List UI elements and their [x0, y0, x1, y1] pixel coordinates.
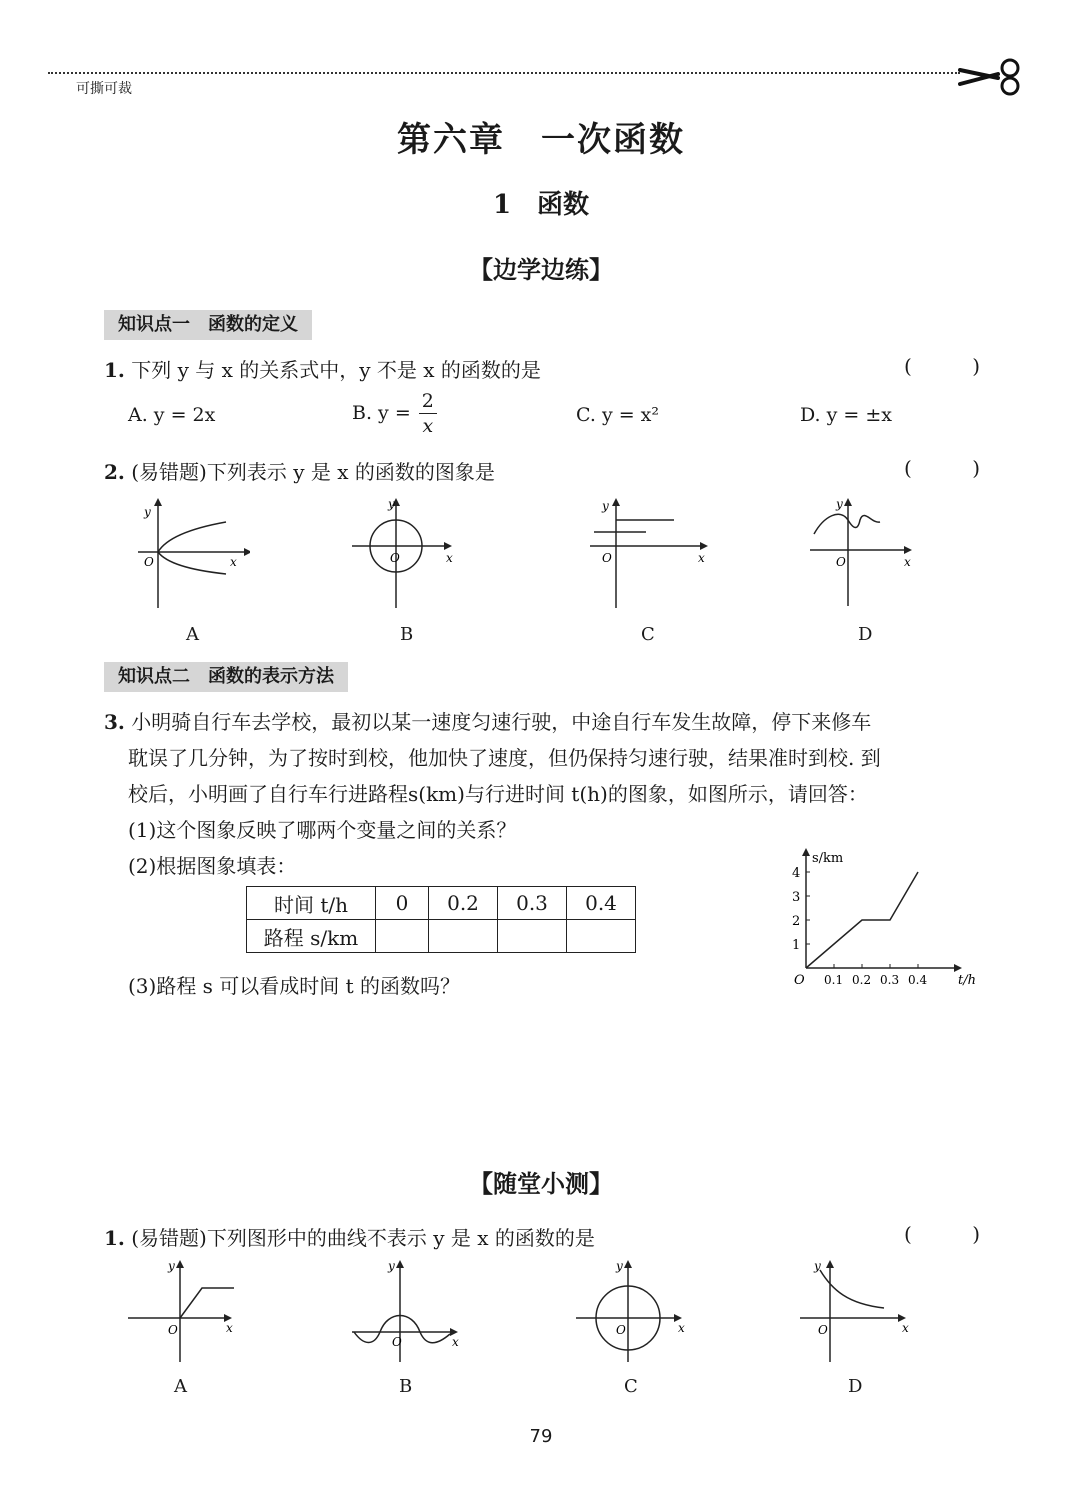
x-axis-label: x: [902, 1321, 909, 1335]
question-3: [104, 706, 871, 735]
question-line-3: 校后，小明画了自行车行进路程s(km)与行进时间 t(h)的图象，如图所示，请回答：: [128, 782, 868, 806]
origin-label: O: [390, 551, 400, 565]
quiz-heading: 【随堂小测】: [469, 1170, 613, 1198]
option-a[interactable]: A. y = 2x: [128, 404, 216, 426]
chart-xlabel: t/h: [958, 973, 976, 988]
table-cell-time: 0: [376, 887, 429, 920]
caption-q2-d: D: [858, 624, 873, 645]
question-number: 1.: [104, 1226, 125, 1250]
answer-blank-q1[interactable]: [904, 354, 980, 378]
cut-line: [48, 72, 960, 74]
origin-label: O: [168, 1323, 178, 1337]
caption-q2-c: C: [641, 624, 655, 645]
x-axis-label: x: [230, 555, 237, 569]
caption-t1-b: B: [399, 1376, 413, 1397]
question-number: 1.: [104, 358, 125, 382]
y-axis-label: y: [388, 497, 395, 511]
x-axis-label: x: [698, 551, 705, 565]
y-tick-label: 2: [792, 914, 801, 929]
question-line-2: 耽误了几分钟，为了按时到校，他加快了速度，但仍保持匀速行驶，结果准时到校. 到: [128, 746, 881, 770]
chart-origin-label: O: [794, 973, 805, 988]
question-text: (易错题)下列图形中的曲线不表示 y 是 x 的函数的是: [131, 1226, 595, 1250]
study-heading: 【边学边练】: [469, 256, 613, 284]
graph-q2-d[interactable]: [808, 494, 920, 610]
x-axis-label: x: [446, 551, 453, 565]
paren-close: ): [972, 354, 980, 378]
y-axis-label: y: [144, 505, 151, 519]
page-number: 79: [529, 1426, 553, 1447]
sub-question-2: (2)根据图象填表：: [128, 854, 297, 878]
table-cell-distance-input[interactable]: [429, 920, 498, 953]
table-cell-time: 0.4: [567, 887, 636, 920]
fraction-denominator: x: [422, 415, 434, 437]
paren-close: ): [972, 456, 980, 480]
caption-q2-a: A: [186, 624, 199, 645]
chart-ylabel: s/km: [812, 851, 844, 866]
y-axis-label: y: [836, 497, 843, 511]
question-line-1: 小明骑自行车去学校，最初以某一速度匀速行驶，中途自行车发生故障，停下来修车: [131, 710, 872, 734]
origin-label: O: [616, 1323, 626, 1337]
answer-blank-q2[interactable]: [904, 456, 980, 480]
section-title: 1 函数: [492, 190, 590, 220]
y-tick-label: 3: [792, 890, 801, 905]
y-axis-label: y: [602, 499, 609, 513]
fraction-numerator: 2: [419, 392, 437, 414]
x-axis-label: x: [904, 555, 911, 569]
distance-time-chart: [780, 842, 986, 994]
table-cell-distance-input[interactable]: [567, 920, 636, 953]
quiz-question-1: [104, 1222, 595, 1251]
y-axis-label: y: [616, 1259, 623, 1273]
graph-q2-c[interactable]: [588, 496, 712, 612]
fraction: [419, 392, 437, 436]
option-b-prefix: B. y =: [352, 402, 411, 424]
table-row: [247, 887, 636, 920]
x-axis-label: x: [452, 1335, 459, 1349]
x-axis-label: x: [226, 1321, 233, 1335]
origin-label: O: [836, 555, 846, 569]
table-cell-distance-input[interactable]: [376, 920, 429, 953]
origin-label: O: [144, 555, 154, 569]
origin-label: O: [818, 1323, 828, 1337]
y-axis-label: y: [388, 1259, 395, 1273]
question-number: 3.: [104, 710, 125, 734]
graph-t1-a[interactable]: [126, 1256, 242, 1366]
y-tick-label: 4: [792, 866, 801, 881]
fill-table: [246, 886, 636, 953]
x-tick-label: 0.2: [852, 973, 872, 987]
sub-question-3: (3)路程 s 可以看成时间 t 的函数吗？: [128, 974, 461, 998]
y-axis-label: y: [168, 1259, 175, 1273]
knowledge-point-1: 知识点一 函数的定义: [104, 310, 312, 340]
option-b[interactable]: [352, 392, 437, 436]
option-d[interactable]: D. y = ±x: [800, 404, 893, 426]
graph-q2-b[interactable]: [350, 496, 460, 612]
caption-q2-b: B: [400, 624, 414, 645]
table-cell-distance-input[interactable]: [498, 920, 567, 953]
tear-label: 可撕可裁: [76, 81, 132, 97]
table-cell-time: 0.3: [498, 887, 567, 920]
sub-question-1: (1)这个图象反映了哪两个变量之间的关系？: [128, 818, 517, 842]
x-tick-label: 0.1: [824, 973, 844, 987]
knowledge-point-2: 知识点二 函数的表示方法: [104, 662, 348, 692]
question-text: (易错题)下列表示 y 是 x 的函数的图象是: [131, 460, 495, 484]
graph-t1-c[interactable]: [574, 1256, 690, 1366]
y-axis-arrow: [802, 848, 810, 856]
caption-t1-c: C: [624, 1376, 638, 1397]
question-number: 2.: [104, 460, 125, 484]
paren-open: (: [904, 456, 912, 480]
graph-q2-a[interactable]: [130, 496, 250, 612]
chapter-title: 第六章 一次函数: [397, 120, 685, 160]
option-c[interactable]: C. y = x²: [576, 404, 660, 426]
paren-open: (: [904, 354, 912, 378]
caption-t1-d: D: [848, 1376, 863, 1397]
answer-blank-t1[interactable]: [904, 1222, 980, 1246]
origin-label: O: [602, 551, 612, 565]
table-row: [247, 920, 636, 953]
x-tick-label: 0.3: [880, 973, 900, 987]
table-header-distance: 路程 s/km: [247, 920, 376, 953]
y-tick-label: 1: [792, 938, 801, 953]
table-cell-time: 0.2: [429, 887, 498, 920]
graph-t1-d[interactable]: [798, 1256, 914, 1366]
table-header-time: 时间 t/h: [247, 887, 376, 920]
chart-series-line: [806, 872, 918, 968]
scissors-icon: [958, 56, 1028, 96]
caption-t1-a: A: [174, 1376, 187, 1397]
paren-open: (: [904, 1222, 912, 1246]
question-2: [104, 456, 495, 485]
graph-t1-b[interactable]: [350, 1256, 466, 1366]
x-axis-label: x: [678, 1321, 685, 1335]
question-text: 下列 y 与 x 的关系式中，y 不是 x 的函数的是: [131, 358, 541, 382]
x-axis-arrow: [954, 964, 962, 972]
y-axis-label: y: [814, 1259, 821, 1273]
question-1: [104, 354, 541, 383]
x-tick-label: 0.4: [908, 973, 928, 987]
paren-close: ): [972, 1222, 980, 1246]
origin-label: O: [392, 1335, 402, 1349]
